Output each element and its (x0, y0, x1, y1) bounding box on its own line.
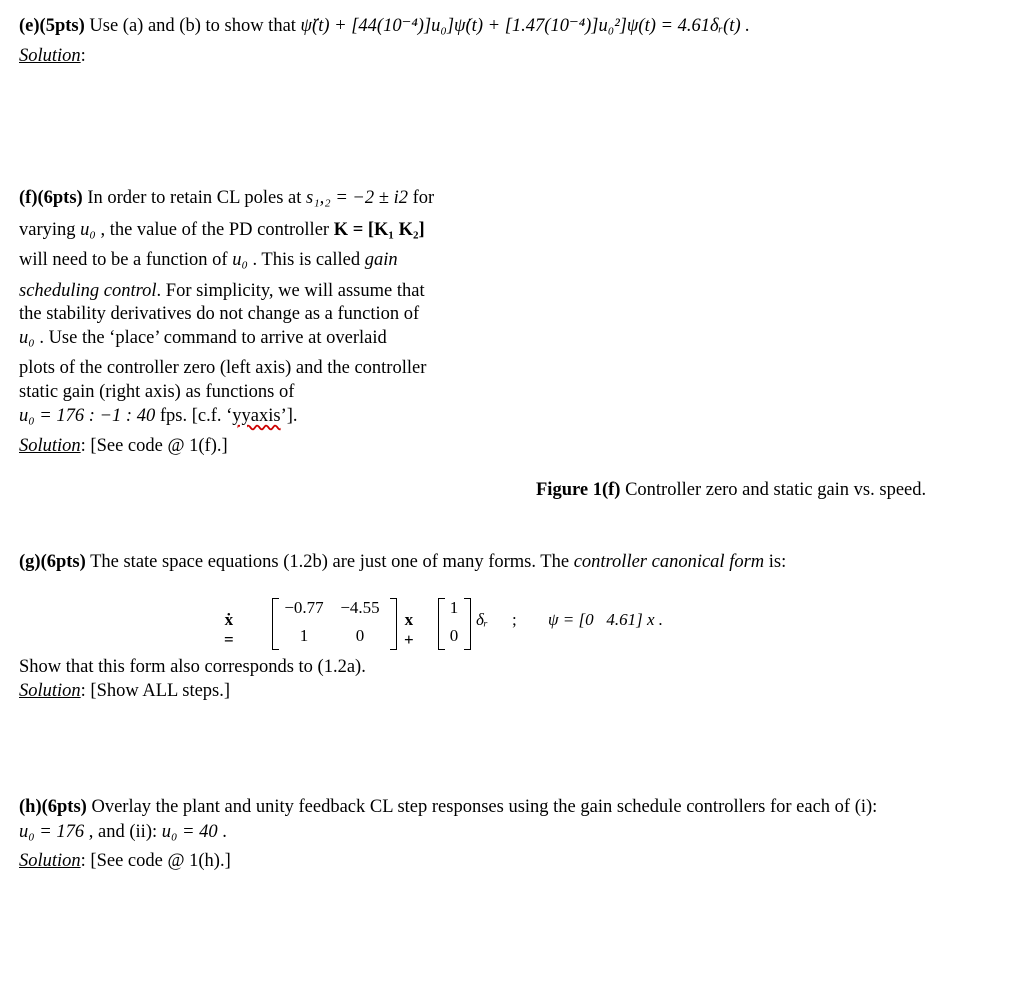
part-f-line-9 (19, 404, 298, 428)
part-h-label: (h)(6pts) (19, 797, 87, 817)
gain-italic: gain (364, 250, 398, 270)
matrix-b-left-bracket (438, 598, 445, 650)
u0-symbol: u₀ (80, 220, 96, 240)
part-f-text: ’]. (280, 406, 298, 426)
part-h-prompt (19, 795, 877, 819)
xdot-label: ẋ = (224, 610, 234, 649)
part-g-label: (g)(6pts) (19, 552, 86, 572)
part-f-line-2 (19, 218, 425, 242)
u0-176: u₀ = 176 (19, 822, 85, 842)
matrix-a-cell: 0 (355, 626, 365, 645)
part-e-solution (19, 44, 86, 68)
part-f-text: varying (19, 220, 81, 240)
part-g-text: is: (764, 552, 787, 572)
part-f-line-3 (19, 248, 398, 272)
part-f-text: In order to retain CL poles at (82, 188, 307, 208)
u0-symbol: u₀ (19, 328, 35, 348)
part-h-solution (19, 849, 231, 873)
x-plus: x + (404, 610, 414, 649)
part-h-text: . (217, 822, 227, 842)
part-e-equation: ψ̈(t) + [44(10⁻⁴)]u₀]ψ̇(t) + [1.47(10⁻⁴)]u₀²]ψ(t) = 4.61δᵣ(t) . (300, 16, 750, 36)
matrix-a-right-bracket (390, 598, 397, 650)
matrix-a-cell: 1 (299, 626, 309, 645)
solution-text: : [Show ALL steps.] (80, 681, 231, 701)
solution-label: Solution (19, 436, 81, 456)
solution-text: : [See code @ 1(f).] (80, 436, 228, 456)
part-e-label: (e)(5pts) (19, 16, 85, 36)
solution-label: Solution (19, 851, 81, 871)
part-f-line-5: the stability derivatives do not change as a function of (19, 304, 420, 324)
part-g-text: The state space equations (1.2b) are just one of many forms. The (85, 552, 574, 572)
solution-text: : [See code @ 1(h).] (80, 851, 231, 871)
part-f-label: (f)(6pts) (19, 188, 83, 208)
matrix-a-left-bracket (272, 598, 279, 650)
part-f-line-8: static gain (right axis) as functions of (19, 382, 295, 402)
part-f-text: . This is called (247, 250, 365, 270)
part-g-solution (19, 679, 230, 703)
solution-label: Solution (19, 681, 81, 701)
part-f-line-7: plots of the controller zero (left axis) and the controller (19, 358, 427, 378)
part-g-prompt (19, 550, 786, 574)
u0-40: u₀ = 40 (161, 822, 218, 842)
matrix-b-cell: 0 (449, 626, 459, 645)
part-f-line-4 (19, 279, 425, 303)
part-f-text: . Use the ‘place’ command to arrive at overlaid (34, 328, 387, 348)
part-e-text: Use (a) and (b) to show that (84, 16, 301, 36)
yyaxis-word: yyaxis (232, 406, 281, 426)
solution-label: Solution (19, 46, 81, 66)
part-h-line-2 (19, 820, 227, 844)
part-e-prompt (19, 14, 750, 38)
part-h-text: , and (ii): (84, 822, 162, 842)
part-f-text: fps. [c.f. ‘ (155, 406, 233, 426)
figure-caption (536, 480, 926, 501)
part-f-line-1 (19, 186, 434, 210)
part-f-line-6 (19, 326, 387, 350)
part-f-text: , the value of the PD controller (95, 220, 334, 240)
semicolon: ; (512, 610, 517, 629)
poles-equation: s₁,₂ = −2 ± i2 (306, 188, 408, 208)
solution-colon: : (80, 46, 86, 66)
figure-caption-text: Controller zero and static gain vs. speed. (620, 480, 927, 500)
part-f-solution (19, 434, 228, 458)
scheduling-italic: scheduling control (19, 281, 157, 301)
gain-vector: K = [K₁ K₂] (333, 220, 425, 240)
figure-caption-label: Figure 1(f) (536, 480, 621, 500)
matrix-a-cell: −0.77 (284, 598, 324, 617)
matrix-b-cell: 1 (449, 598, 459, 617)
u0-symbol: u₀ (232, 250, 248, 270)
matrix-a-cell: −4.55 (340, 598, 380, 617)
matrix-b-right-bracket (464, 598, 471, 650)
part-h-text: Overlay the plant and unity feedback CL step responses using the gain schedule controllers for each of (i): (86, 797, 878, 817)
delta-r: δᵣ (476, 610, 489, 629)
part-f-text: for (407, 188, 435, 208)
canonical-form-italic: controller canonical form (573, 552, 765, 572)
speed-range: u₀ = 176 : −1 : 40 (19, 406, 156, 426)
part-g-show-line: Show that this form also corresponds to (1.2a). (19, 657, 366, 677)
output-equation: ψ = [0 4.61] x . (548, 610, 664, 629)
part-f-text: . For simplicity, we will assume that (156, 281, 425, 301)
part-f-text: will need to be a function of (19, 250, 233, 270)
